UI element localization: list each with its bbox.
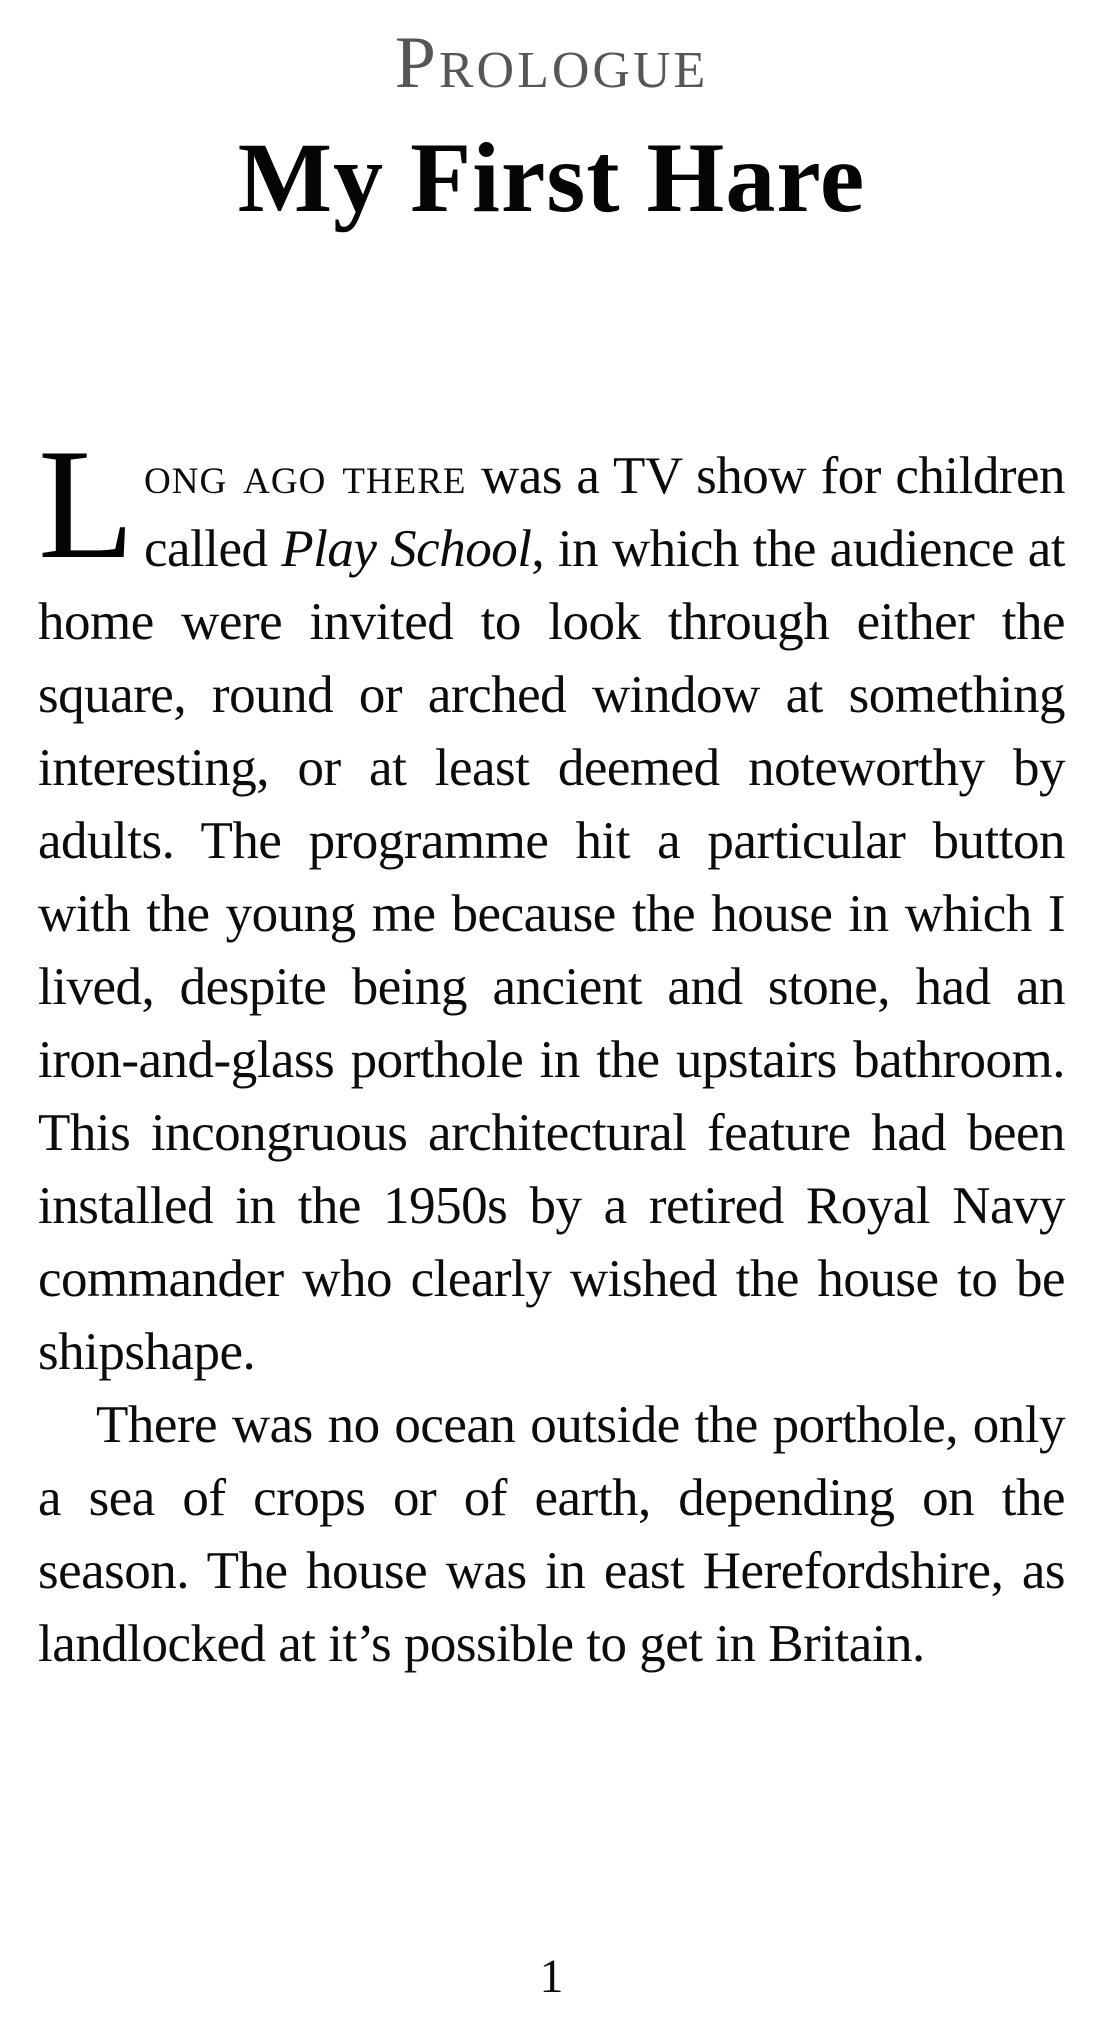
drop-cap: L: [38, 417, 135, 592]
chapter-kicker: Prologue: [394, 22, 709, 104]
body-text: [0, 228, 1103, 1681]
paragraph-1: [38, 417, 1066, 1389]
paragraph-1-text-after-italic: , in which the audience at home were invited to look through either the square, round or arched window at something interesting, or at least deemed noteworthy by adults. The programme hit a particular button with the young me because the house in which I lived, despite being ancient and stone, had an iron-and-glass porthole in the upstairs bathroom. This incongruous architectural feature had been installed in the 1950s by a retired Royal Navy commander who clearly wished the house to be shipshape.: [38, 520, 1065, 1381]
opening-smallcaps: ong ago there: [144, 447, 467, 505]
chapter-title: My First Hare: [237, 122, 866, 233]
paragraph-1-text-before-italic: was a TV show for children called: [144, 447, 1066, 578]
italic-show-title: Play School: [281, 520, 532, 578]
page-number: 1: [539, 1950, 564, 2003]
paragraph-2: There was no ocean outside the porthole, only a sea of crops or of earth, depending on the season. The house was in east Herefordshire, as landlocked at it’s possible to get in Britain.: [38, 1396, 1065, 1673]
